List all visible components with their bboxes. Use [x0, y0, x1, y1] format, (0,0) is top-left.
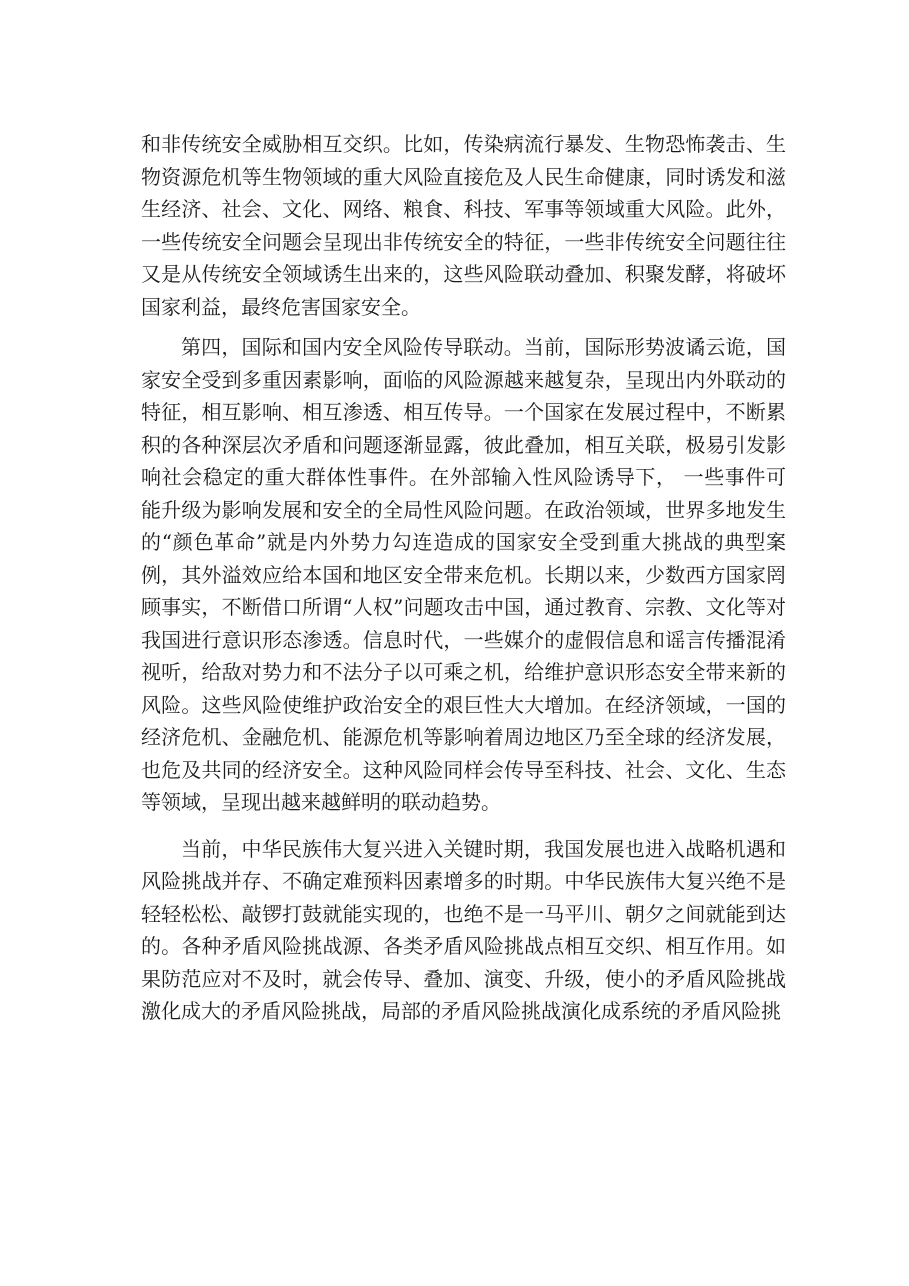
document-body: [141, 128, 786, 1028]
paragraph-current-period: 当前，中华民族伟大复兴进入关键时期，我国发展也进入战略机遇和 风险挑战并存、不确定难预料因素增多的时期。中华民族伟大复兴绝不是 轻轻松松、敲锣打鼓就能实现的，也绝不是一马平川、朝夕之间就能到达 的。各种矛盾风险挑战源、各类矛盾风险挑战点相互交织、相互作用。如 果防范应对不及时，就会传导、叠加、演变、升级，使小的矛盾风险挑战 激化成大的矛盾风险挑战，局部的矛盾风险挑战演化成系统的矛盾风险挑: [141, 836, 786, 1023]
paragraph-continuation: 和非传统安全威胁相互交织。比如，传染病流行暴发、生物恐怖袭击、生物资源危机等生物领域的重大风险直接危及人民生命健康，同时诱发和滋生经济、社会、文化、网络、粮食、科技、军事等领域重大风险。此外，一些传统安全问题会呈现出非传统安全的特征，一些非传统安全问题往往又是从传统安全领域诱生出来的，这些风险联动叠加、积聚发酵，将破坏国家利益，最终危害国家安全。: [141, 132, 786, 319]
paragraph-international-domestic-risk: 第四，国际和国内安全风险传导联动。当前，国际形势波谲云诡，国家安全受到多重因素影响，面临的风险源越来越复杂，呈现出内外联动的特征，相互影响、相互渗透、相互传导。一个国家在发展过程中，不断累积的各种深层次矛盾和问题逐渐显露，彼此叠加，相互关联，极易引发影响社会稳定的重大群体性事件。在外部输入性风险诱导下， 一些事件可能升级为影响发展和安全的全局性风险问题。在政治领域，世界多地发生的“颜色革命”就是内外势力勾连造成的国家安全受到重大挑战的典型案例，其外溢效应给本国和地区安全带来危机。长期以来，少数西方国家罔顾事实，不断借口所谓“人权”问题攻击中国，通过教育、宗教、文化等对我国进行意识形态渗透。信息时代，一些媒介的虚假信息和谣言传播混淆视听，给敌对势力和不法分子以可乘之机，给维护意识形态安全带来新的风险。这些风险使维护政治安全的艰巨性大大增加。在经济领域，一国的经济危机、金融危机、能源危机等影响着周边地区乃至全球的经济发展，也危及共同的经济安全。这种风险同样会传导至科技、社会、文化、生态等领域，呈现出越来越鲜明的联动趋势。: [141, 335, 786, 814]
